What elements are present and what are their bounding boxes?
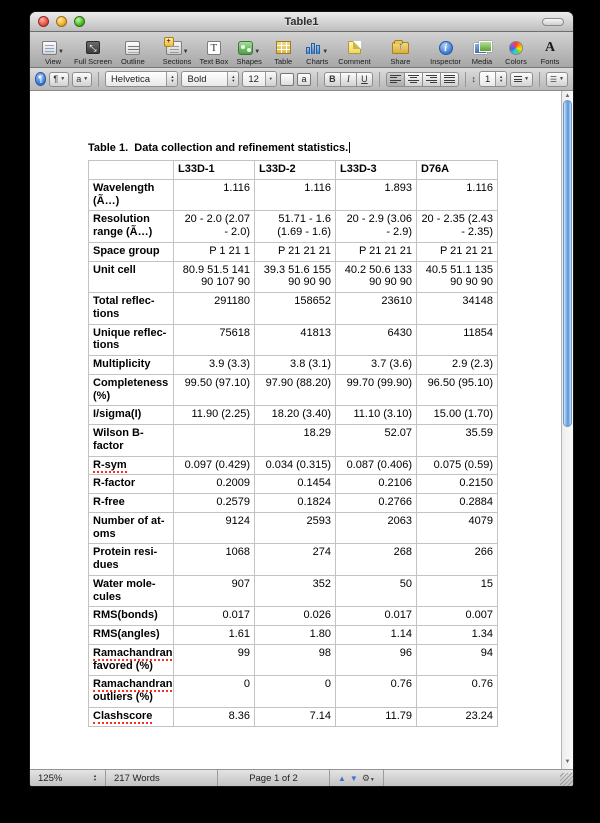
value-cell[interactable]: 11854 xyxy=(417,324,498,356)
value-cell[interactable]: 99.70 (99.90) xyxy=(336,374,417,406)
chevron-down-icon: ▼ xyxy=(58,49,64,55)
value-cell[interactable]: 94 xyxy=(417,644,498,676)
value-cell[interactable]: 0.026 xyxy=(255,607,336,626)
full-screen-icon: ⤡ xyxy=(86,41,100,54)
value-cell[interactable]: 274 xyxy=(255,544,336,576)
format-bar xyxy=(30,68,573,91)
full-screen-button[interactable]: ⤡ Full Screen xyxy=(74,43,112,66)
align-center-button[interactable] xyxy=(404,72,423,87)
value-cell[interactable]: 0.1824 xyxy=(255,494,336,513)
row-label-cell[interactable]: R-free xyxy=(89,494,174,513)
value-cell[interactable]: 1.116 xyxy=(174,179,255,211)
font-style-select[interactable]: Bold ▲ ▼ xyxy=(181,71,239,87)
row-label-cell[interactable] xyxy=(89,456,174,475)
line-spacing-stepper[interactable]: 1 ▲ ▼ xyxy=(479,71,507,87)
value-cell[interactable]: 8.36 xyxy=(174,707,255,726)
row-label-cell[interactable]: Water mole-cules xyxy=(89,575,174,607)
value-cell[interactable]: 1.116 xyxy=(417,179,498,211)
table-row xyxy=(89,406,498,425)
value-cell[interactable]: 34148 xyxy=(417,293,498,325)
row-label-cell[interactable]: Number of at-oms xyxy=(89,512,174,544)
status-bar xyxy=(30,769,573,786)
table-header-row xyxy=(89,161,498,180)
row-label-cell[interactable]: RMS(bonds) xyxy=(89,607,174,626)
colors-button[interactable]: Colors xyxy=(503,38,529,66)
table-row xyxy=(89,242,498,261)
row-label-cell[interactable]: Wavelength (Ã…) xyxy=(89,179,174,211)
row-label-cell[interactable]: Total reflec-tions xyxy=(89,293,174,325)
value-cell[interactable]: 97.90 (88.20) xyxy=(255,374,336,406)
gear-icon[interactable]: ⚙▼ xyxy=(361,772,375,783)
value-cell[interactable]: 1.116 xyxy=(255,179,336,211)
value-cell[interactable]: 0.087 (0.406) xyxy=(336,456,417,475)
value-cell[interactable]: 0.1454 xyxy=(255,475,336,494)
value-cell[interactable]: 0.2884 xyxy=(417,494,498,513)
value-cell[interactable] xyxy=(174,425,255,457)
row-label-cell[interactable] xyxy=(89,707,174,726)
underline-button[interactable]: U xyxy=(356,72,373,87)
align-left-button[interactable] xyxy=(386,72,405,87)
text-box-button[interactable]: T Text Box xyxy=(199,41,229,66)
value-cell[interactable]: 907 xyxy=(174,575,255,607)
value-cell[interactable]: 80.9 51.5 141 90 107 90 xyxy=(174,261,255,293)
comment-button[interactable]: Comment xyxy=(338,38,371,66)
row-label-cell[interactable]: Unit cell xyxy=(89,261,174,293)
value-cell[interactable]: 0.76 xyxy=(336,676,417,708)
view-button[interactable]: ▼ View xyxy=(40,38,66,66)
value-cell[interactable]: P 21 21 21 xyxy=(336,242,417,261)
table-row xyxy=(89,544,498,576)
value-cell[interactable]: P 21 21 21 xyxy=(417,242,498,261)
text-box-icon: T xyxy=(207,41,221,55)
column-header-cell[interactable]: D76A xyxy=(417,161,498,180)
value-cell[interactable]: 23610 xyxy=(336,293,417,325)
column-header-cell[interactable]: L33D-2 xyxy=(255,161,336,180)
toolbar xyxy=(30,32,573,68)
table-icon xyxy=(276,41,291,54)
chevron-down-icon: ▼ xyxy=(322,49,329,55)
value-cell[interactable]: 18.29 xyxy=(255,425,336,457)
value-cell[interactable]: 0.2106 xyxy=(336,475,417,494)
value-cell[interactable]: 0 xyxy=(174,676,255,708)
value-cell[interactable]: 291180 xyxy=(174,293,255,325)
shapes-button[interactable]: ▼ Shapes xyxy=(236,38,262,66)
row-label-cell[interactable]: R-factor xyxy=(89,475,174,494)
value-cell[interactable]: 3.9 (3.3) xyxy=(174,356,255,375)
vertical-scrollbar[interactable] xyxy=(561,91,573,769)
table-row xyxy=(89,356,498,375)
value-cell[interactable]: 158652 xyxy=(255,293,336,325)
font-family-select[interactable]: Helvetica ▲ ▼ xyxy=(105,71,179,87)
highlight-color-well[interactable]: a xyxy=(297,73,311,86)
value-cell[interactable]: 6430 xyxy=(336,324,417,356)
value-cell[interactable]: 20 - 2.9 (3.06 - 2.9) xyxy=(336,211,417,243)
value-cell[interactable]: 11.10 (3.10) xyxy=(336,406,417,425)
value-cell[interactable]: 1.34 xyxy=(417,626,498,645)
fonts-button[interactable]: A Fonts xyxy=(540,39,560,66)
table-row xyxy=(89,512,498,544)
corner-cell[interactable] xyxy=(89,161,174,180)
value-cell[interactable]: 2593 xyxy=(255,512,336,544)
bold-button[interactable]: B xyxy=(324,72,341,87)
page-nav xyxy=(330,770,384,786)
text-cursor xyxy=(349,142,350,153)
table-row xyxy=(89,293,498,325)
page[interactable] xyxy=(30,91,561,769)
table-row xyxy=(89,456,498,475)
chevron-down-icon: ▼ xyxy=(254,49,261,55)
row-label-cell[interactable]: Ramachandran favored (%) xyxy=(89,644,174,676)
row-label-cell[interactable]: Protein resi-dues xyxy=(89,544,174,576)
value-cell[interactable]: 268 xyxy=(336,544,417,576)
value-cell[interactable]: 18.20 (3.40) xyxy=(255,406,336,425)
charts-icon xyxy=(306,41,321,54)
value-cell[interactable]: 3.7 (3.6) xyxy=(336,356,417,375)
toolbar-toggle-button[interactable] xyxy=(542,18,564,26)
pages-window xyxy=(30,12,573,786)
value-cell[interactable]: 0.017 xyxy=(336,607,417,626)
row-label-cell[interactable]: RMS(angles) xyxy=(89,626,174,645)
outline-button[interactable]: Outline xyxy=(120,38,146,66)
value-cell[interactable]: 20 - 2.35 (2.43 - 2.35) xyxy=(417,211,498,243)
value-cell[interactable]: 1068 xyxy=(174,544,255,576)
value-cell[interactable]: P 1 21 1 xyxy=(174,242,255,261)
stats-table-body xyxy=(89,161,498,727)
text-color-well[interactable] xyxy=(280,73,294,86)
value-cell[interactable]: 0 xyxy=(255,676,336,708)
charts-button[interactable]: ▼ Charts xyxy=(304,38,330,66)
table-row xyxy=(89,211,498,243)
table-row xyxy=(89,607,498,626)
window-title: Table1 xyxy=(284,15,319,28)
row-label-cell[interactable]: Resolution range (Ã…) xyxy=(89,211,174,243)
value-cell[interactable]: 0.017 xyxy=(174,607,255,626)
column-header-cell[interactable]: L33D-3 xyxy=(336,161,417,180)
table-row xyxy=(89,475,498,494)
value-cell[interactable]: 2063 xyxy=(336,512,417,544)
value-cell[interactable]: 4079 xyxy=(417,512,498,544)
value-cell[interactable]: 50 xyxy=(336,575,417,607)
value-cell[interactable]: 39.3 51.6 155 90 90 90 xyxy=(255,261,336,293)
value-cell[interactable]: 1.80 xyxy=(255,626,336,645)
align-left-icon xyxy=(390,75,401,84)
scroll-down-arrow[interactable]: ▼ xyxy=(564,759,571,765)
inspector-button[interactable]: i Inspector xyxy=(430,42,462,66)
colors-icon xyxy=(509,41,523,55)
value-cell[interactable]: 0.2579 xyxy=(174,494,255,513)
row-label-cell[interactable]: Space group xyxy=(89,242,174,261)
paragraph-style-dropdown[interactable]: ¶ ▼ xyxy=(49,72,69,87)
value-cell[interactable]: 1.893 xyxy=(336,179,417,211)
title-bar[interactable] xyxy=(30,12,573,32)
italic-button[interactable]: I xyxy=(340,72,357,87)
value-cell[interactable]: 96 xyxy=(336,644,417,676)
page-indicator: Page 1 of 2 xyxy=(218,770,330,786)
value-cell[interactable]: 99.50 (97.10) xyxy=(174,374,255,406)
table-caption[interactable]: Table 1. Data collection and refinement statistics. xyxy=(88,142,349,154)
value-cell[interactable]: 41813 xyxy=(255,324,336,356)
row-label-cell[interactable]: I/sigma(I) xyxy=(89,406,174,425)
word-count: 217 Words xyxy=(106,770,218,786)
table-row xyxy=(89,707,498,726)
table-row xyxy=(89,374,498,406)
value-cell[interactable]: 0.075 (0.59) xyxy=(417,456,498,475)
table-row xyxy=(89,179,498,211)
chevron-down-icon: ▼ xyxy=(182,49,189,55)
table-row xyxy=(89,324,498,356)
value-cell[interactable]: 40.5 51.1 135 90 90 90 xyxy=(417,261,498,293)
misspelled-word: Clashscore xyxy=(93,709,153,722)
value-cell[interactable]: 0.2766 xyxy=(336,494,417,513)
zoom-control[interactable] xyxy=(30,770,106,786)
line-spacing-icon: ↕ xyxy=(471,74,476,84)
shapes-icon xyxy=(238,41,253,55)
list-icon: ☰ xyxy=(549,74,558,84)
align-right-button[interactable] xyxy=(422,72,441,87)
value-cell[interactable]: 11.90 (2.25) xyxy=(174,406,255,425)
align-justify-button[interactable] xyxy=(440,72,459,87)
table-row xyxy=(89,626,498,645)
align-justify-icon xyxy=(444,75,455,84)
zoom-stepper-icon: ▲ ▼ xyxy=(93,773,97,782)
columns-icon xyxy=(514,76,522,82)
value-cell[interactable]: 98 xyxy=(255,644,336,676)
scroll-up-arrow[interactable]: ▲ xyxy=(564,93,571,99)
comment-icon xyxy=(348,41,361,54)
misspelled-word: Ramachandran xyxy=(93,646,173,659)
table-row xyxy=(89,644,498,676)
value-cell[interactable]: 15 xyxy=(417,575,498,607)
table-row xyxy=(89,261,498,293)
value-cell[interactable]: 99 xyxy=(174,644,255,676)
list-style-dropdown[interactable]: ☰ ▼ xyxy=(546,72,568,87)
character-style-dropdown[interactable]: a ▼ xyxy=(72,72,92,87)
value-cell[interactable]: 1.61 xyxy=(174,626,255,645)
value-cell[interactable]: 96.50 (95.10) xyxy=(417,374,498,406)
sections-icon xyxy=(166,41,182,55)
value-cell[interactable]: 23.24 xyxy=(417,707,498,726)
zoom-level: 125% xyxy=(38,772,63,784)
align-center-icon xyxy=(408,75,419,84)
font-size-select[interactable]: 12 ▼ xyxy=(242,71,276,87)
resize-grip[interactable] xyxy=(560,773,573,786)
value-cell[interactable]: 0.76 xyxy=(417,676,498,708)
media-icon xyxy=(474,41,490,54)
value-cell[interactable]: 15.00 (1.70) xyxy=(417,406,498,425)
value-cell[interactable]: 40.2 50.6 133 90 90 90 xyxy=(336,261,417,293)
stats-table xyxy=(88,160,498,727)
value-cell[interactable]: 20 - 2.0 (2.07 - 2.0) xyxy=(174,211,255,243)
table-button[interactable]: Table xyxy=(270,38,296,66)
value-cell[interactable]: 1.14 xyxy=(336,626,417,645)
table-row xyxy=(89,425,498,457)
value-cell[interactable]: 352 xyxy=(255,575,336,607)
share-icon xyxy=(392,42,409,54)
misspelled-word: R-sym xyxy=(93,458,127,471)
value-cell[interactable]: 0.2009 xyxy=(174,475,255,494)
value-cell[interactable]: 51.71 - 1.6 (1.69 - 1.6) xyxy=(255,211,336,243)
row-label-cell[interactable]: Completeness (%) xyxy=(89,374,174,406)
value-cell[interactable]: 52.07 xyxy=(336,425,417,457)
value-cell[interactable]: 0.007 xyxy=(417,607,498,626)
scrollbar-thumb[interactable] xyxy=(563,100,572,427)
document-area xyxy=(30,91,573,769)
outline-icon xyxy=(125,41,140,55)
value-cell[interactable]: 7.14 xyxy=(255,707,336,726)
view-icon xyxy=(42,41,57,55)
paragraph-style-icon[interactable]: ¶ xyxy=(35,72,46,86)
row-label-cell[interactable]: Ramachandran outliers (%) xyxy=(89,676,174,708)
sections-button[interactable]: + ▼ Sections xyxy=(163,38,192,66)
row-label-cell[interactable]: Unique reflec-tions xyxy=(89,324,174,356)
value-cell[interactable]: 0.2150 xyxy=(417,475,498,494)
value-cell[interactable]: 35.59 xyxy=(417,425,498,457)
previous-page-button[interactable]: ▲ xyxy=(338,773,346,783)
table-row xyxy=(89,494,498,513)
row-label-cell[interactable]: Multiplicity xyxy=(89,356,174,375)
value-cell[interactable]: 0.034 (0.315) xyxy=(255,456,336,475)
media-button[interactable]: Media xyxy=(469,38,495,66)
share-button[interactable]: ↑ Share xyxy=(387,38,413,66)
next-page-button[interactable]: ▼ xyxy=(349,773,358,783)
inspector-icon: i xyxy=(439,41,453,55)
column-header-cell[interactable]: L33D-1 xyxy=(174,161,255,180)
misspelled-word: Ramachandran xyxy=(93,678,173,691)
value-cell[interactable]: 2.9 (2.3) xyxy=(417,356,498,375)
value-cell[interactable]: 11.79 xyxy=(336,707,417,726)
fonts-icon: A xyxy=(544,39,556,55)
value-cell[interactable]: 266 xyxy=(417,544,498,576)
table-row xyxy=(89,575,498,607)
value-cell[interactable]: P 21 21 21 xyxy=(255,242,336,261)
value-cell[interactable]: 3.8 (3.1) xyxy=(255,356,336,375)
table-row xyxy=(89,676,498,708)
value-cell[interactable]: 75618 xyxy=(174,324,255,356)
row-label-cell[interactable]: Wilson B-factor xyxy=(89,425,174,457)
value-cell[interactable]: 0.097 (0.429) xyxy=(174,456,255,475)
align-right-icon xyxy=(426,75,437,84)
columns-dropdown[interactable]: ▼ xyxy=(510,72,533,87)
value-cell[interactable]: 9124 xyxy=(174,512,255,544)
